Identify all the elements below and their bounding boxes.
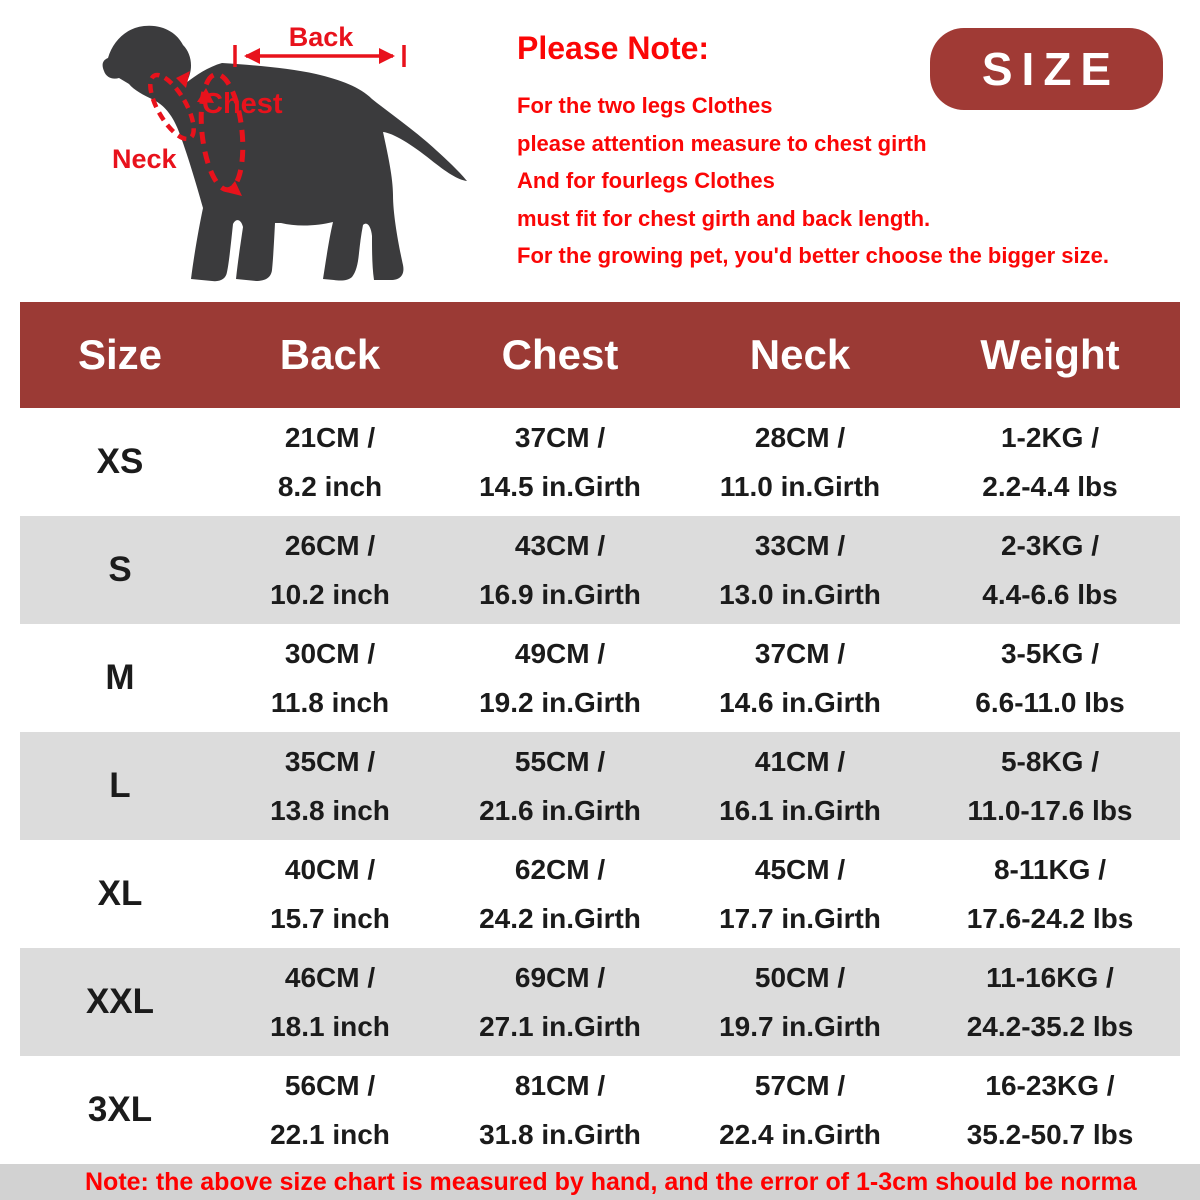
size-label: XL xyxy=(97,874,143,913)
table-row xyxy=(20,408,1180,516)
measurement-line: 62CM / xyxy=(514,854,606,885)
measurement-line: 41CM / xyxy=(754,746,846,777)
measurement-line: 46CM / xyxy=(284,962,376,993)
table-row xyxy=(20,516,1180,624)
weight-measurement xyxy=(920,732,1180,840)
measurement-line: 35.2-50.7 lbs xyxy=(966,1119,1134,1150)
measurement-line: 81CM / xyxy=(514,1070,606,1101)
chest-measurement xyxy=(440,408,680,516)
size-table xyxy=(20,302,1180,1164)
chest-measurement xyxy=(440,1056,680,1164)
measurement-line: 24.2 in.Girth xyxy=(479,903,641,934)
back-measurement xyxy=(220,948,440,1056)
neck-measurement xyxy=(680,840,920,948)
chest-measurement xyxy=(440,624,680,732)
measurement-line: 19.2 in.Girth xyxy=(479,687,641,718)
please-note-line: please attention measure to chest girth xyxy=(517,130,927,156)
measurement-line: 3-5KG / xyxy=(1000,638,1100,669)
measurement-line: 4.4-6.6 lbs xyxy=(982,579,1118,610)
weight-measurement xyxy=(920,840,1180,948)
weight-measurement xyxy=(920,624,1180,732)
chest-measurement xyxy=(440,840,680,948)
size-label: M xyxy=(105,658,135,697)
chest-measurement xyxy=(440,948,680,1056)
back-measurement xyxy=(220,840,440,948)
measurement-line: 28CM / xyxy=(754,422,846,453)
measurement-line: 16.9 in.Girth xyxy=(479,579,641,610)
table-row xyxy=(20,732,1180,840)
size-label: S xyxy=(108,550,132,589)
measurement-line: 45CM / xyxy=(754,854,846,885)
measurement-line: 8-11KG / xyxy=(993,854,1107,885)
measurement-line: 14.6 in.Girth xyxy=(719,687,881,718)
measurement-line: 16.1 in.Girth xyxy=(719,795,881,826)
back-measurement xyxy=(220,516,440,624)
table-header-row xyxy=(20,302,1180,408)
measurement-line: 22.1 inch xyxy=(270,1119,390,1150)
please-note-line: For the growing pet, you'd better choose the bigger size. xyxy=(517,243,1109,268)
measurement-line: 14.5 in.Girth xyxy=(479,471,641,502)
size-label: L xyxy=(109,766,131,805)
neck-measurement xyxy=(680,732,920,840)
measurement-line: 10.2 inch xyxy=(270,579,390,610)
measurement-line: 55CM / xyxy=(514,746,606,777)
dog-diagram xyxy=(88,20,488,292)
back-measure-label: Back xyxy=(288,22,354,52)
neck-measurement xyxy=(680,1056,920,1164)
measurement-line: 30CM / xyxy=(284,638,376,669)
measurement-line: 13.8 inch xyxy=(270,795,390,826)
chest-measurement xyxy=(440,516,680,624)
measurement-line: 11.0-17.6 lbs xyxy=(967,795,1133,826)
measurement-line: 8.2 inch xyxy=(277,471,383,502)
column-header-neck: Neck xyxy=(749,331,851,378)
size-table-body xyxy=(20,408,1180,1164)
measurement-line: 26CM / xyxy=(284,530,376,561)
measurement-line: 11.8 inch xyxy=(270,687,390,718)
column-header-size: Size xyxy=(77,331,163,378)
measurement-line: 17.6-24.2 lbs xyxy=(966,903,1134,934)
measurement-line: 2-3KG / xyxy=(1000,530,1100,561)
measurement-line: 1-2KG / xyxy=(1000,422,1100,453)
footer-note-text: Note: the above size chart is measured by hand, and the error of 1-3cm should be norma xyxy=(85,1167,1137,1196)
measurement-line: 24.2-35.2 lbs xyxy=(966,1011,1134,1042)
measurement-line: 21.6 in.Girth xyxy=(479,795,641,826)
measurement-line: 33CM / xyxy=(754,530,846,561)
neck-measurement xyxy=(680,948,920,1056)
please-note-title: Please Note: xyxy=(517,30,710,66)
measurement-line: 35CM / xyxy=(284,746,376,777)
measurement-line: 40CM / xyxy=(284,854,376,885)
neck-measurement xyxy=(680,624,920,732)
measurement-line: 57CM / xyxy=(754,1070,846,1101)
measurement-line: 27.1 in.Girth xyxy=(479,1011,641,1042)
chest-measurement xyxy=(440,732,680,840)
measurement-line: 11-16KG / xyxy=(986,962,1114,993)
table-row xyxy=(20,840,1180,948)
measurement-line: 37CM / xyxy=(514,422,606,453)
size-badge: SIZE xyxy=(930,28,1163,110)
measurement-line: 31.8 in.Girth xyxy=(479,1119,641,1150)
measurement-line: 56CM / xyxy=(284,1070,376,1101)
weight-measurement xyxy=(920,516,1180,624)
measurement-line: 37CM / xyxy=(754,638,846,669)
measurement-line: 5-8KG / xyxy=(1000,746,1100,777)
measurement-line: 50CM / xyxy=(754,962,846,993)
table-row xyxy=(20,624,1180,732)
measurement-line: 11.0 in.Girth xyxy=(719,471,881,502)
size-label: XXL xyxy=(85,982,155,1021)
measurement-line: 21CM / xyxy=(284,422,376,453)
back-measurement xyxy=(220,1056,440,1164)
measurement-line: 22.4 in.Girth xyxy=(719,1119,881,1150)
measurement-line: 18.1 inch xyxy=(270,1011,390,1042)
please-note-line: must fit for chest girth and back length. xyxy=(517,205,931,231)
table-row xyxy=(20,948,1180,1056)
column-header-back: Back xyxy=(279,331,381,378)
measurement-line: 6.6-11.0 lbs xyxy=(975,687,1125,718)
column-header-chest: Chest xyxy=(501,331,619,378)
table-row xyxy=(20,1056,1180,1164)
measurement-line: 2.2-4.4 lbs xyxy=(982,471,1118,502)
chest-measure-label: Chest xyxy=(202,88,283,120)
measurement-line: 49CM / xyxy=(514,638,606,669)
back-measurement xyxy=(220,732,440,840)
neck-measure-label: Neck xyxy=(112,144,177,174)
measurement-line: 16-23KG / xyxy=(985,1070,1115,1101)
back-measurement xyxy=(220,624,440,732)
weight-measurement xyxy=(920,408,1180,516)
back-measurement xyxy=(220,408,440,516)
measurement-line: 13.0 in.Girth xyxy=(719,579,881,610)
measurement-line: 17.7 in.Girth xyxy=(719,903,881,934)
measurement-line: 43CM / xyxy=(514,530,606,561)
column-header-weight: Weight xyxy=(980,331,1120,378)
neck-measurement xyxy=(680,516,920,624)
size-label: 3XL xyxy=(87,1090,153,1129)
size-label: XS xyxy=(96,442,144,481)
footer-note-bar xyxy=(0,1164,1200,1200)
please-note-line: And for fourlegs Clothes xyxy=(517,168,775,193)
weight-measurement xyxy=(920,1056,1180,1164)
measurement-line: 69CM / xyxy=(514,962,606,993)
measurement-line: 15.7 inch xyxy=(270,903,390,934)
please-note-line: For the two legs Clothes xyxy=(517,93,773,118)
neck-measurement xyxy=(680,408,920,516)
weight-measurement xyxy=(920,948,1180,1056)
measurement-line: 19.7 in.Girth xyxy=(719,1011,881,1042)
